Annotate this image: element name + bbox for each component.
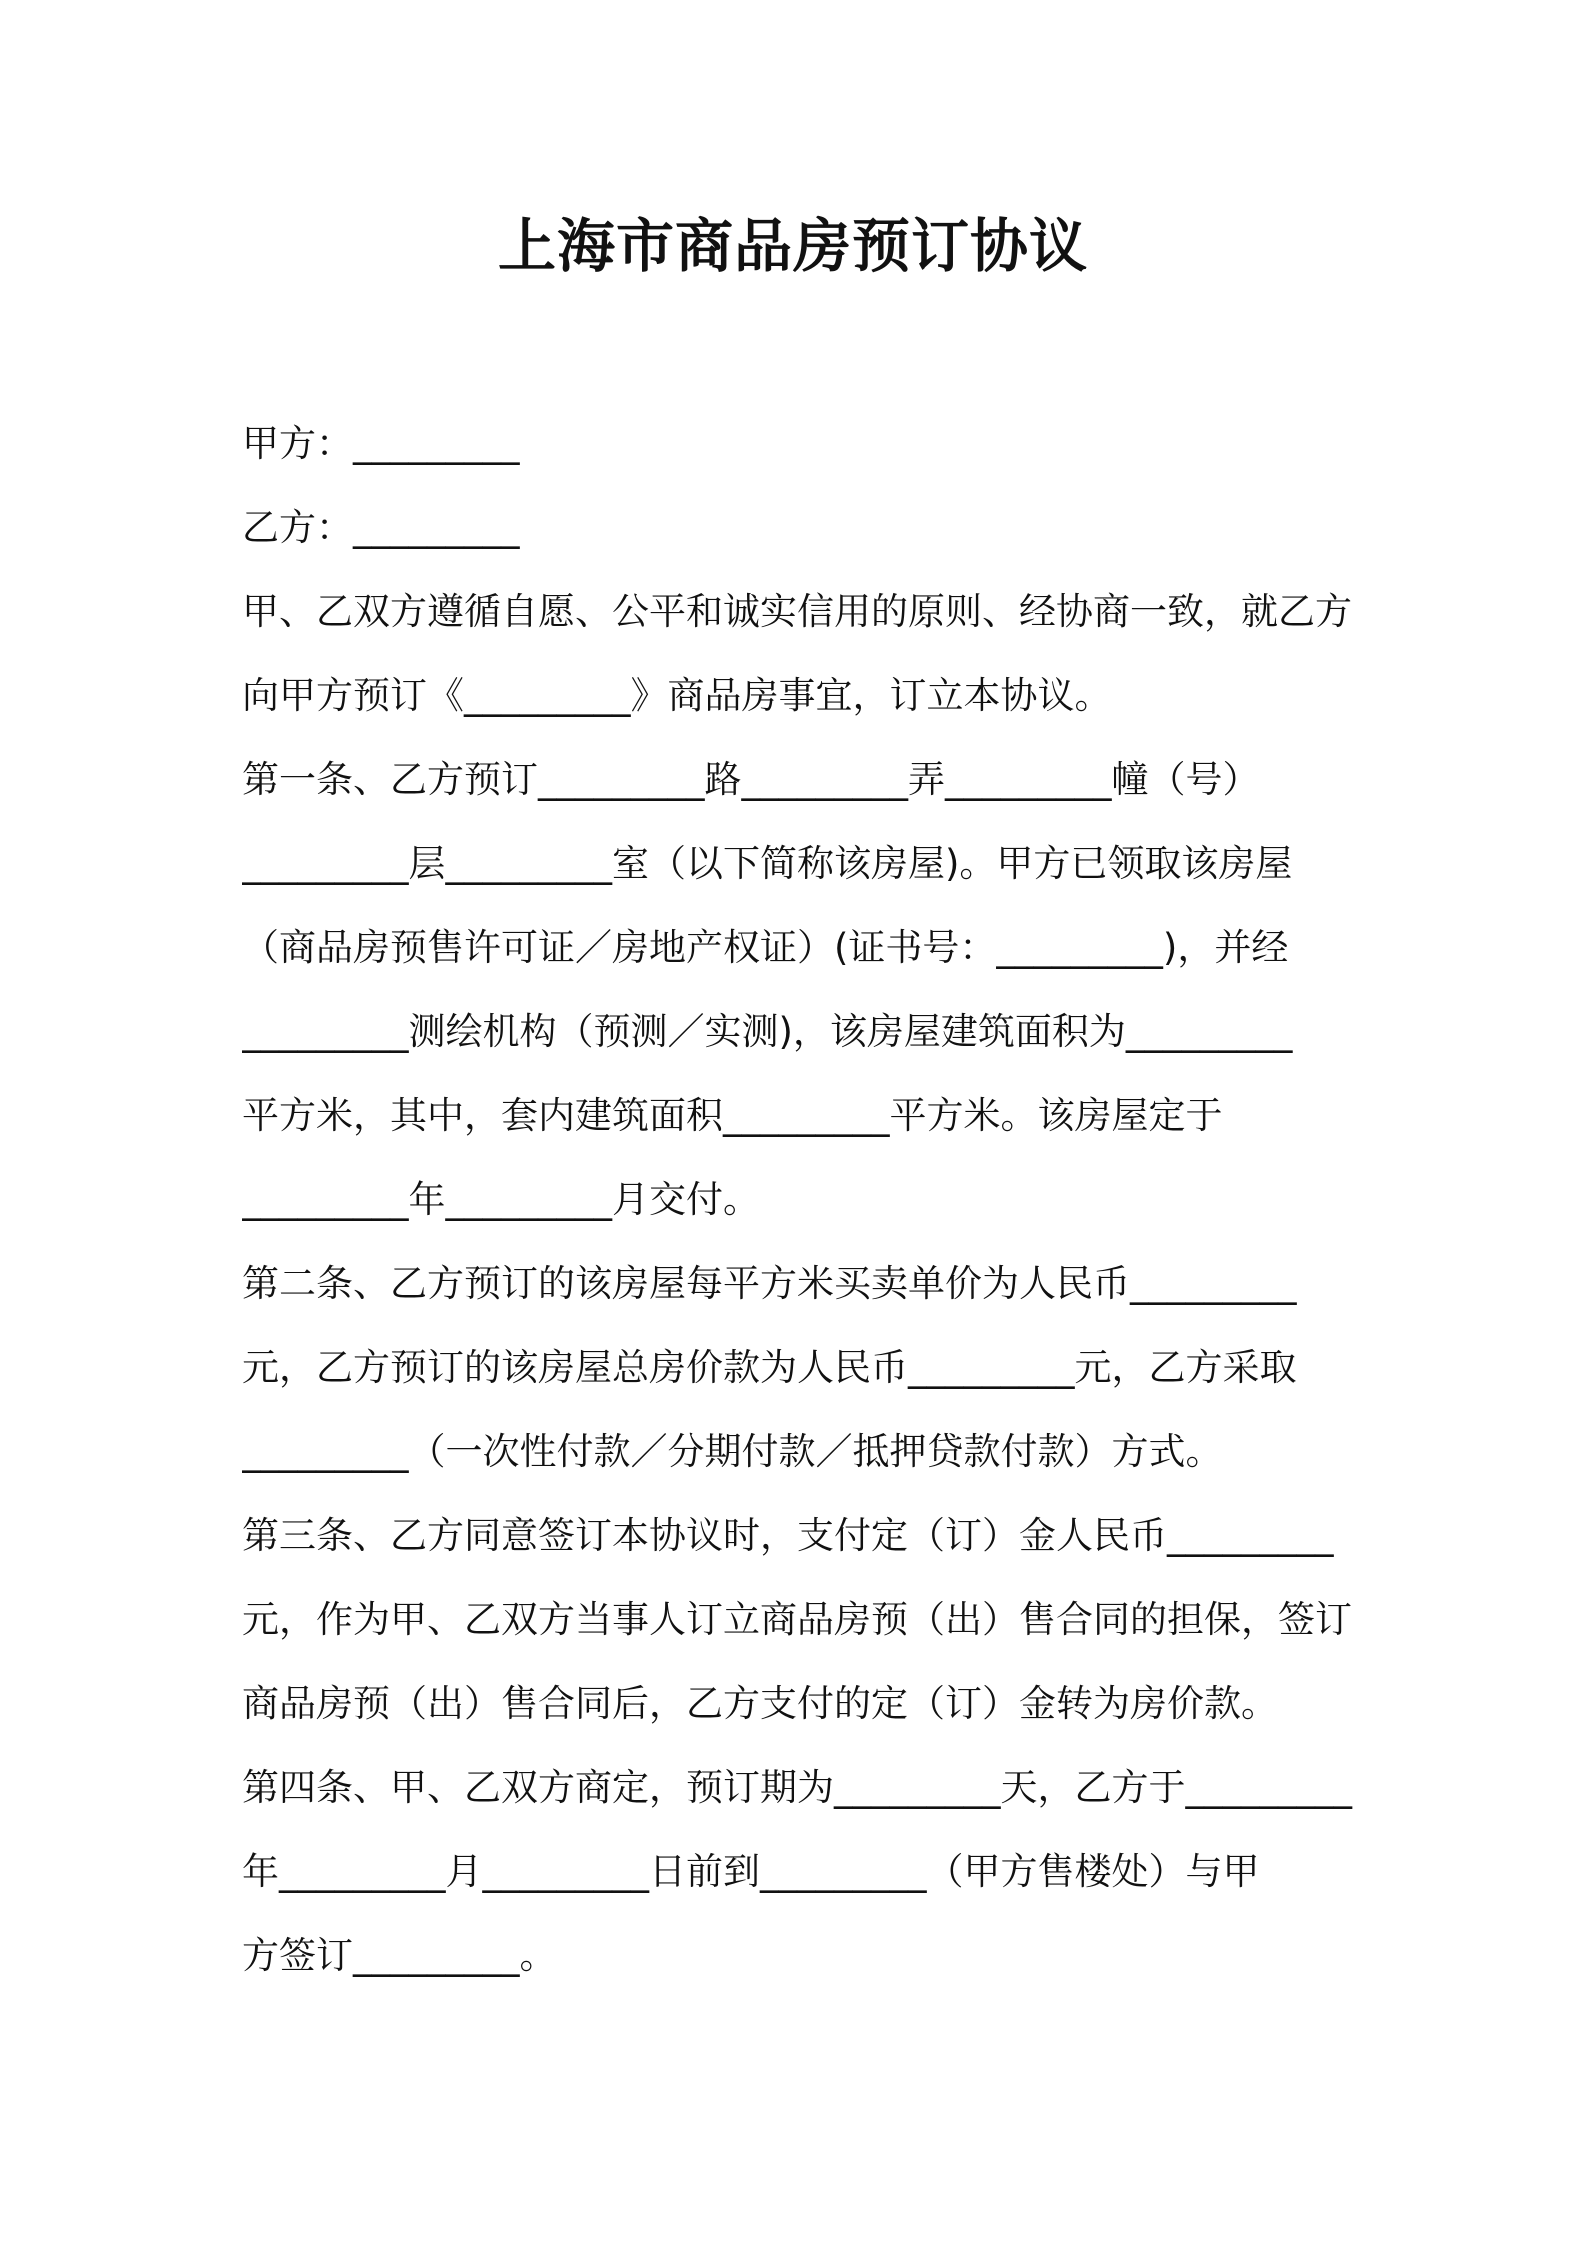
preamble-line-1: 甲、乙双方遵循自愿、公平和诚实信用的原则、经协商一致，就乙方 [242,590,1352,633]
article-3-line-1: 第三条、乙方同意签订本协议时，支付定（订）金人民币_________ [242,1514,1334,1557]
party-b-line: 乙方：_________ [242,506,520,549]
article-4-line-2: 年_________月_________日前到_________（甲方售楼处）与甲 [242,1850,1260,1893]
article-1-line-2: _________层_________室（以下简称该房屋)。甲方已领取该房屋 [242,842,1293,885]
article-4-line-1: 第四条、甲、乙双方商定，预订期为_________天，乙方于_________ [242,1766,1352,1809]
article-2-line-2: 元，乙方预订的该房屋总房价款为人民币_________元，乙方采取 [242,1346,1297,1389]
article-2-line-1: 第二条、乙方预订的该房屋每平方米买卖单价为人民币_________ [242,1262,1297,1305]
article-1-line-1: 第一条、乙方预订_________路_________弄_________幢（号） [242,758,1260,801]
document-body [242,402,1358,1998]
article-1-line-4: _________测绘机构（预测／实测)，该房屋建筑面积为_________ [242,1010,1293,1053]
article-1-line-6: _________年_________月交付。 [242,1178,760,1221]
document-title: 上海市商品房预订协议 [497,212,1088,280]
article-2-line-3: _________（一次性付款／分期付款／抵押贷款付款）方式。 [242,1430,1223,1473]
article-1-line-5: 平方米，其中，套内建筑面积_________平方米。该房屋定于 [242,1094,1223,1137]
party-a-line: 甲方：_________ [242,422,520,465]
article-1-line-3: （商品房预售许可证／房地产权证）(证书号：_________)，并经 [242,926,1289,969]
preamble-line-2: 向甲方预订《_________》商品房事宜，订立本协议。 [242,674,1112,717]
article-3-line-2: 元，作为甲、乙双方当事人订立商品房预（出）售合同的担保，签订 [242,1598,1352,1641]
article-3-line-3: 商品房预（出）售合同后，乙方支付的定（订）金转为房价款。 [242,1682,1278,1725]
article-4-line-3: 方签订_________。 [242,1934,557,1977]
